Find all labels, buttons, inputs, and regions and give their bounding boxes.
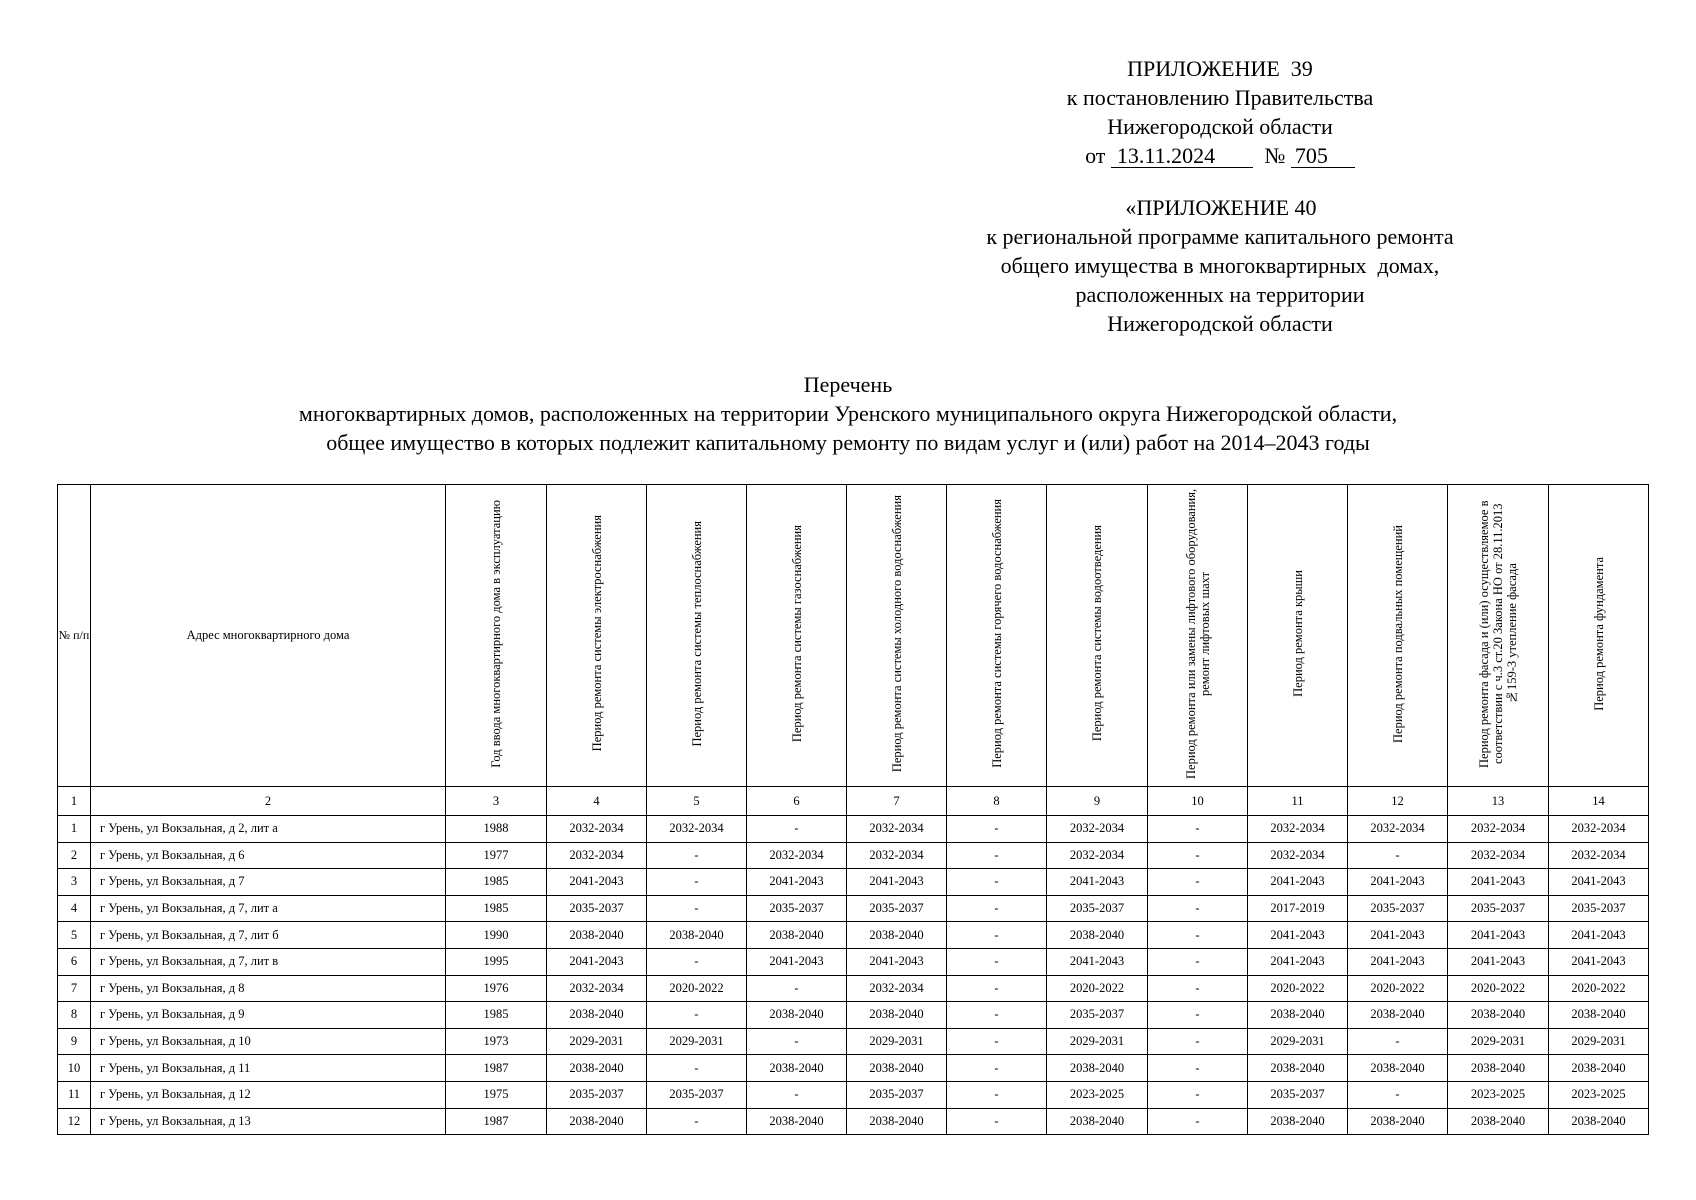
- appendix-40-line1: к региональной программе капитального ремонта: [986, 224, 1454, 249]
- table-cell: 2041-2043: [1248, 869, 1348, 896]
- table-cell: 7: [58, 975, 91, 1002]
- table-cell: 9: [58, 1028, 91, 1055]
- table-row: [58, 816, 1649, 843]
- table-cell: 2038-2040: [1348, 1108, 1448, 1135]
- header-cell-cold-water: [847, 485, 947, 787]
- table-cell: -: [947, 922, 1047, 949]
- table-cell: -: [947, 1055, 1047, 1082]
- table-cell: -: [647, 1002, 747, 1029]
- table-cell: 1976: [446, 975, 547, 1002]
- table-row: [58, 1028, 1649, 1055]
- table-cell: 2032-2034: [1248, 842, 1348, 869]
- table-cell: 2038-2040: [1549, 1055, 1649, 1082]
- address-cell: г Урень, ул Вокзальная, д 7, лит в: [91, 948, 446, 975]
- table-cell: 2038-2040: [1549, 1002, 1649, 1029]
- table-cell: -: [1148, 1028, 1248, 1055]
- table-cell: -: [947, 1108, 1047, 1135]
- address-cell: г Урень, ул Вокзальная, д 13: [91, 1108, 446, 1135]
- table-cell: -: [1148, 1055, 1248, 1082]
- table-cell: 2041-2043: [547, 948, 647, 975]
- table-cell: 2041-2043: [1348, 869, 1448, 896]
- table-cell: 2035-2037: [747, 895, 847, 922]
- table-cell: -: [947, 1081, 1047, 1108]
- appendix-39-line2: Нижегородской области: [1107, 114, 1333, 139]
- table-cell: 2038-2040: [1248, 1055, 1348, 1082]
- header-text: Период ремонта системы теплоснабжения: [689, 520, 704, 747]
- table-cell: 2038-2040: [1248, 1108, 1348, 1135]
- table-cell: -: [1148, 948, 1248, 975]
- table-cell: 2032-2034: [1047, 842, 1148, 869]
- table-cell: -: [647, 1108, 747, 1135]
- header-cell-basement: [1348, 485, 1448, 787]
- address-cell: г Урень, ул Вокзальная, д 7: [91, 869, 446, 896]
- table-cell: 2029-2031: [1248, 1028, 1348, 1055]
- table-cell: 2032-2034: [547, 975, 647, 1002]
- header-cell-gas: [747, 485, 847, 787]
- table-cell: -: [947, 842, 1047, 869]
- address-cell: г Урень, ул Вокзальная, д 9: [91, 1002, 446, 1029]
- table-cell: 2041-2043: [547, 869, 647, 896]
- table-cell: 1995: [446, 948, 547, 975]
- table-cell: -: [1148, 869, 1248, 896]
- table-cell: 2032-2034: [1348, 816, 1448, 843]
- column-number-cell: 11: [1248, 787, 1348, 816]
- table-cell: -: [1148, 1108, 1248, 1135]
- header-text: Период ремонта системы холодного водоснабжения: [889, 494, 904, 773]
- table-cell: 2038-2040: [1248, 1002, 1348, 1029]
- table-cell: 2038-2040: [1047, 922, 1148, 949]
- column-number-cell: 14: [1549, 787, 1649, 816]
- table-cell: 2023-2025: [1549, 1081, 1649, 1108]
- table-cell: 2032-2034: [847, 975, 947, 1002]
- table-cell: 2038-2040: [847, 1108, 947, 1135]
- table-row: [58, 895, 1649, 922]
- table-cell: -: [747, 1028, 847, 1055]
- table-cell: 8: [58, 1002, 91, 1029]
- appendix-39-date-line: [960, 141, 1480, 170]
- resolution-number-value: 705: [1294, 143, 1328, 168]
- table-cell: -: [1348, 1081, 1448, 1108]
- header-row: [58, 485, 1649, 787]
- table-cell: 2038-2040: [647, 922, 747, 949]
- table-cell: 2038-2040: [547, 1002, 647, 1029]
- address-cell: г Урень, ул Вокзальная, д 6: [91, 842, 446, 869]
- column-number-cell: 7: [847, 787, 947, 816]
- table-cell: 2038-2040: [547, 922, 647, 949]
- header-text: Период ремонта системы газоснабжения: [789, 524, 804, 743]
- table-cell: 2038-2040: [747, 922, 847, 949]
- table-cell: 1975: [446, 1081, 547, 1108]
- appendix-40-block: [935, 193, 1505, 338]
- table-cell: 2029-2031: [1448, 1028, 1549, 1055]
- table-cell: -: [647, 869, 747, 896]
- table-row: [58, 1081, 1649, 1108]
- column-number-cell: 8: [947, 787, 1047, 816]
- table-cell: -: [1148, 1081, 1248, 1108]
- table-cell: 2035-2037: [1047, 1002, 1148, 1029]
- column-number-cell: 13: [1448, 787, 1549, 816]
- table-cell: 2038-2040: [1348, 1055, 1448, 1082]
- table-cell: 2038-2040: [547, 1055, 647, 1082]
- header-text: Адрес многоквартирного дома: [186, 628, 350, 642]
- table-cell: 2035-2037: [1549, 895, 1649, 922]
- repair-schedule-table: [57, 484, 1649, 1135]
- table-cell: 2035-2037: [547, 1081, 647, 1108]
- table-cell: 1985: [446, 1002, 547, 1029]
- table-cell: 1988: [446, 816, 547, 843]
- header-text: Период ремонта или замены лифтового оборудования, ремонт лифтовых шахт: [1183, 488, 1212, 779]
- table-cell: 1977: [446, 842, 547, 869]
- appendix-40-line4: Нижегородской области: [1107, 311, 1333, 336]
- appendix-39-title: ПРИЛОЖЕНИЕ 39: [1127, 56, 1313, 81]
- appendix-39-block: [960, 54, 1480, 170]
- table-cell: 2038-2040: [847, 1002, 947, 1029]
- table-cell: 1985: [446, 869, 547, 896]
- table-cell: 2041-2043: [1549, 922, 1649, 949]
- column-number-cell: 3: [446, 787, 547, 816]
- table-cell: 2029-2031: [1549, 1028, 1649, 1055]
- column-number-cell: 10: [1148, 787, 1248, 816]
- table-cell: 2023-2025: [1047, 1081, 1148, 1108]
- table-cell: 1987: [446, 1055, 547, 1082]
- table-cell: -: [747, 975, 847, 1002]
- header-cell-facade: [1448, 485, 1549, 787]
- header-cell-electric: [547, 485, 647, 787]
- table-cell: 5: [58, 922, 91, 949]
- table-cell: 2038-2040: [1448, 1055, 1549, 1082]
- title-line2: многоквартирных домов, расположенных на территории Уренского муниципального округа Нижегородской области,: [298, 401, 1398, 426]
- table-cell: 3: [58, 869, 91, 896]
- table-cell: 2032-2034: [1448, 816, 1549, 843]
- title-line3: общее имущество в которых подлежит капитальному ремонту по видам услуг и (или) работ на 2014–2043 годы: [326, 430, 1370, 455]
- address-cell: г Урень, ул Вокзальная, д 12: [91, 1081, 446, 1108]
- table-cell: 1985: [446, 895, 547, 922]
- from-label: от: [1085, 143, 1106, 168]
- table-cell: 2038-2040: [1448, 1002, 1549, 1029]
- table-cell: 2041-2043: [1549, 948, 1649, 975]
- table-row: [58, 869, 1649, 896]
- column-number-cell: 9: [1047, 787, 1148, 816]
- header-cell-address: [91, 485, 446, 787]
- table-cell: 2038-2040: [1549, 1108, 1649, 1135]
- table-cell: -: [747, 1081, 847, 1108]
- table-cell: 2032-2034: [847, 842, 947, 869]
- header-text: Период ремонта крыши: [1290, 570, 1305, 697]
- table-cell: 2035-2037: [1047, 895, 1148, 922]
- address-cell: г Урень, ул Вокзальная, д 7, лит б: [91, 922, 446, 949]
- table-cell: 2032-2034: [1448, 842, 1549, 869]
- table-cell: 11: [58, 1081, 91, 1108]
- table-cell: 2041-2043: [747, 948, 847, 975]
- table-cell: -: [947, 1002, 1047, 1029]
- table-cell: 2032-2034: [847, 816, 947, 843]
- table-cell: -: [947, 948, 1047, 975]
- table-cell: 2032-2034: [1047, 816, 1148, 843]
- number-label: №: [1264, 143, 1286, 168]
- table-cell: -: [1148, 975, 1248, 1002]
- table-row: [58, 948, 1649, 975]
- header-text: Период ремонта системы водоотведения: [1090, 525, 1104, 742]
- table-cell: -: [647, 895, 747, 922]
- column-number-cell: 5: [647, 787, 747, 816]
- table-cell: -: [647, 1055, 747, 1082]
- resolution-number: [1291, 145, 1355, 168]
- table-row: [58, 1055, 1649, 1082]
- table-cell: 2038-2040: [847, 922, 947, 949]
- table-cell: 2032-2034: [1248, 816, 1348, 843]
- title-line1: Перечень: [803, 372, 893, 397]
- table-cell: -: [647, 948, 747, 975]
- table-cell: 2035-2037: [647, 1081, 747, 1108]
- table-row: [58, 1002, 1649, 1029]
- table-cell: 2020-2022: [1348, 975, 1448, 1002]
- table-cell: 4: [58, 895, 91, 922]
- header-cell-heating: [647, 485, 747, 787]
- header-text: Период ремонта системы горячего водоснабжения: [989, 499, 1004, 768]
- table-cell: -: [747, 816, 847, 843]
- table-cell: 2038-2040: [547, 1108, 647, 1135]
- header-text: Период ремонта системы электроснабжения: [589, 515, 604, 752]
- table-cell: -: [1148, 1002, 1248, 1029]
- table-row: [58, 922, 1649, 949]
- table-cell: 2017-2019: [1248, 895, 1348, 922]
- appendix-39-line1: к постановлению Правительства: [1066, 85, 1374, 110]
- address-cell: г Урень, ул Вокзальная, д 10: [91, 1028, 446, 1055]
- table-cell: 2041-2043: [1549, 869, 1649, 896]
- table-cell: 2035-2037: [1448, 895, 1549, 922]
- table-cell: -: [1148, 895, 1248, 922]
- table-cell: 2038-2040: [1047, 1108, 1148, 1135]
- table-cell: 2029-2031: [547, 1028, 647, 1055]
- table-cell: 1973: [446, 1028, 547, 1055]
- column-number-row: [58, 787, 1649, 816]
- table-row: [58, 975, 1649, 1002]
- column-number-cell: 4: [547, 787, 647, 816]
- table-cell: 2038-2040: [1047, 1055, 1148, 1082]
- column-number-cell: 1: [58, 787, 91, 816]
- table-cell: 2020-2022: [1549, 975, 1649, 1002]
- address-cell: г Урень, ул Вокзальная, д 11: [91, 1055, 446, 1082]
- table-cell: 2041-2043: [1047, 948, 1148, 975]
- table-cell: 2035-2037: [547, 895, 647, 922]
- table-cell: 2038-2040: [747, 1108, 847, 1135]
- table-cell: -: [947, 895, 1047, 922]
- table-cell: 2041-2043: [747, 869, 847, 896]
- header-cell-hot-water: [947, 485, 1047, 787]
- header-text: Период ремонта фасада и (или) осуществляемое в соответствии с ч.3 ст.20 Закона НО от 28.11.2013 №159-З утепление фасада: [1477, 499, 1519, 768]
- table-cell: 2029-2031: [1047, 1028, 1148, 1055]
- table-cell: 2038-2040: [747, 1002, 847, 1029]
- table-cell: 2041-2043: [1448, 869, 1549, 896]
- table-cell: -: [1148, 922, 1248, 949]
- header-cell-elevator: [1148, 485, 1248, 787]
- table-cell: -: [947, 1028, 1047, 1055]
- table-cell: -: [947, 975, 1047, 1002]
- table-cell: 2032-2034: [547, 842, 647, 869]
- table-cell: 2032-2034: [647, 816, 747, 843]
- resolution-date-value: 13.11.2024: [1116, 143, 1216, 168]
- table-cell: 2041-2043: [1348, 948, 1448, 975]
- table-cell: -: [1348, 842, 1448, 869]
- table-cell: 2035-2037: [847, 895, 947, 922]
- header-text: № п/п: [58, 628, 90, 642]
- appendix-40-title: «ПРИЛОЖЕНИЕ 40: [1125, 195, 1317, 220]
- header-cell-roof: [1248, 485, 1348, 787]
- header-text: Период ремонта фундамента: [1591, 556, 1606, 711]
- table-cell: 2020-2022: [647, 975, 747, 1002]
- header-text: Период ремонта подвальных помещений: [1390, 524, 1405, 743]
- column-number-cell: 6: [747, 787, 847, 816]
- table-cell: 2035-2037: [1348, 895, 1448, 922]
- table-cell: 2032-2034: [1549, 816, 1649, 843]
- header-cell-foundation: [1549, 485, 1649, 787]
- table-cell: 2038-2040: [1448, 1108, 1549, 1135]
- table-cell: 12: [58, 1108, 91, 1135]
- table-cell: 2038-2040: [847, 1055, 947, 1082]
- table-cell: 2041-2043: [847, 948, 947, 975]
- table-cell: 2041-2043: [1448, 922, 1549, 949]
- table-cell: 2029-2031: [647, 1028, 747, 1055]
- table-cell: 2041-2043: [1448, 948, 1549, 975]
- table-cell: -: [1348, 1028, 1448, 1055]
- table-cell: 1990: [446, 922, 547, 949]
- table-cell: -: [947, 816, 1047, 843]
- table-row: [58, 842, 1649, 869]
- table-cell: 2041-2043: [1047, 869, 1148, 896]
- table-cell: -: [1148, 842, 1248, 869]
- table-cell: 2041-2043: [1248, 922, 1348, 949]
- table-body: [58, 816, 1649, 1135]
- table-row: [58, 1108, 1649, 1135]
- table-cell: 2032-2034: [547, 816, 647, 843]
- table-cell: 2041-2043: [1348, 922, 1448, 949]
- header-cell-number: [58, 485, 91, 787]
- header-cell-year: [446, 485, 547, 787]
- table-cell: 2041-2043: [1248, 948, 1348, 975]
- table-cell: 2020-2022: [1448, 975, 1549, 1002]
- address-cell: г Урень, ул Вокзальная, д 8: [91, 975, 446, 1002]
- header-cell-sewage: [1047, 485, 1148, 787]
- table-cell: 2032-2034: [1549, 842, 1649, 869]
- header-text: Год ввода многоквартирного дома в эксплуатацию: [489, 499, 503, 768]
- address-cell: г Урень, ул Вокзальная, д 7, лит а: [91, 895, 446, 922]
- table-cell: 6: [58, 948, 91, 975]
- table-cell: -: [647, 842, 747, 869]
- table-cell: 2032-2034: [747, 842, 847, 869]
- table-cell: 2020-2022: [1047, 975, 1148, 1002]
- appendix-40-line2: общего имущества в многоквартирных домах,: [1000, 253, 1440, 278]
- table-cell: -: [1148, 816, 1248, 843]
- column-number-cell: 12: [1348, 787, 1448, 816]
- table-cell: 2041-2043: [847, 869, 947, 896]
- resolution-date: [1111, 145, 1253, 168]
- address-cell: г Урень, ул Вокзальная, д 2, лит а: [91, 816, 446, 843]
- column-number-cell: 2: [91, 787, 446, 816]
- table-cell: -: [947, 869, 1047, 896]
- table-cell: 1987: [446, 1108, 547, 1135]
- table-cell: 2020-2022: [1248, 975, 1348, 1002]
- table-cell: 1: [58, 816, 91, 843]
- table-cell: 2035-2037: [1248, 1081, 1348, 1108]
- table-cell: 2038-2040: [747, 1055, 847, 1082]
- table-cell: 2: [58, 842, 91, 869]
- appendix-40-line3: расположенных на территории: [1075, 282, 1365, 307]
- table-cell: 10: [58, 1055, 91, 1082]
- document-title: [0, 370, 1696, 457]
- table-cell: 2035-2037: [847, 1081, 947, 1108]
- table-cell: 2023-2025: [1448, 1081, 1549, 1108]
- table-cell: 2029-2031: [847, 1028, 947, 1055]
- table-cell: 2038-2040: [1348, 1002, 1448, 1029]
